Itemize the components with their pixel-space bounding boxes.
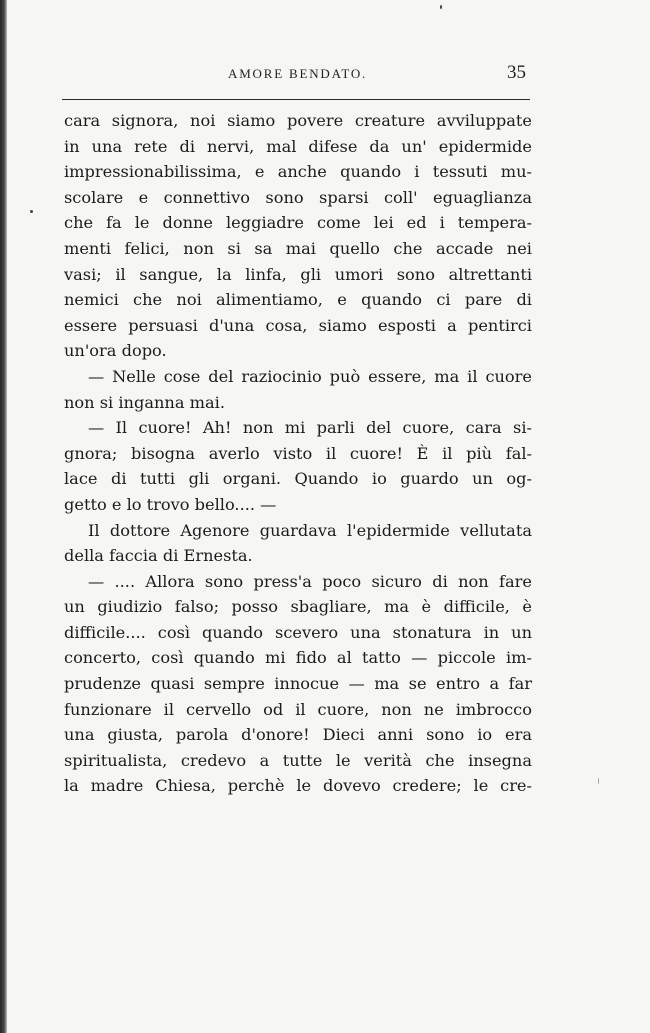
text-line: un'ora dopo. xyxy=(64,341,167,361)
print-speck xyxy=(440,5,442,9)
text-line: la madre Chiesa, perchè le dovevo credere; le cre- xyxy=(64,776,532,796)
text-line: non si inganna mai. xyxy=(64,392,225,412)
text-line: getto e lo trovo bello.... — xyxy=(64,494,277,514)
text-line: Il dottore Agenore guardava l'epidermide vellutata xyxy=(88,520,532,540)
text-line: spiritualista, credevo a tutte le verità che insegna xyxy=(64,750,532,770)
text-line: concerto, così quando mi fido al tatto — piccole im- xyxy=(64,648,532,668)
text-line: — .... Allora sono press'a poco sicuro di non fare xyxy=(88,571,532,591)
text-line: vasi; il sangue, la linfa, gli umori sono altrettanti xyxy=(64,264,532,284)
body-text xyxy=(64,108,532,799)
text-line: lace di tutti gli organi. Quando io guardo un og- xyxy=(64,469,532,489)
text-line: cara signora, noi siamo povere creature avviluppate xyxy=(64,111,532,130)
text-line: — Nelle cose del raziocinio può essere, ma il cuore xyxy=(88,366,532,386)
text-line: essere persuasi d'una cosa, siamo esposti a pentirci xyxy=(64,315,532,335)
text-line: scolare e connettivo sono sparsi coll' eguaglianza xyxy=(64,187,532,207)
text-line: menti felici, non si sa mai quello che accade nei xyxy=(64,238,532,258)
running-title: AMORE BENDATO. xyxy=(228,66,368,81)
header-rule xyxy=(62,99,530,100)
text-line: un giudizio falso; posso sbagliare, ma è difficile, è xyxy=(64,597,532,617)
text-line: della faccia di Ernesta. xyxy=(64,546,253,566)
print-speck xyxy=(598,778,599,784)
text-line: difficile.... così quando scevero una stonatura in un xyxy=(64,622,532,642)
page-number: 35 xyxy=(507,62,526,83)
page-header xyxy=(64,64,530,94)
print-speck xyxy=(30,210,33,213)
text-line: in una rete di nervi, mal difese da un' epidermide xyxy=(64,136,532,156)
text-line: che fa le donne leggiadre come lei ed i tempera- xyxy=(64,213,532,233)
text-line: nemici che noi alimentiamo, e quando ci pare di xyxy=(64,290,532,310)
binding-edge xyxy=(0,0,7,1033)
text-line: prudenze quasi sempre innocue — ma se entro a far xyxy=(64,674,532,694)
text-line: impressionabilissima, e anche quando i tessuti mu- xyxy=(64,162,532,182)
text-line: una giusta, parola d'onore! Dieci anni sono io era xyxy=(64,725,532,745)
text-line: — Il cuore! Ah! non mi parli del cuore, cara si- xyxy=(88,418,532,438)
text-line: gnora; bisogna averlo visto il cuore! È il più fal- xyxy=(64,443,532,463)
text-line: funzionare il cervello od il cuore, non ne imbrocco xyxy=(64,699,532,719)
